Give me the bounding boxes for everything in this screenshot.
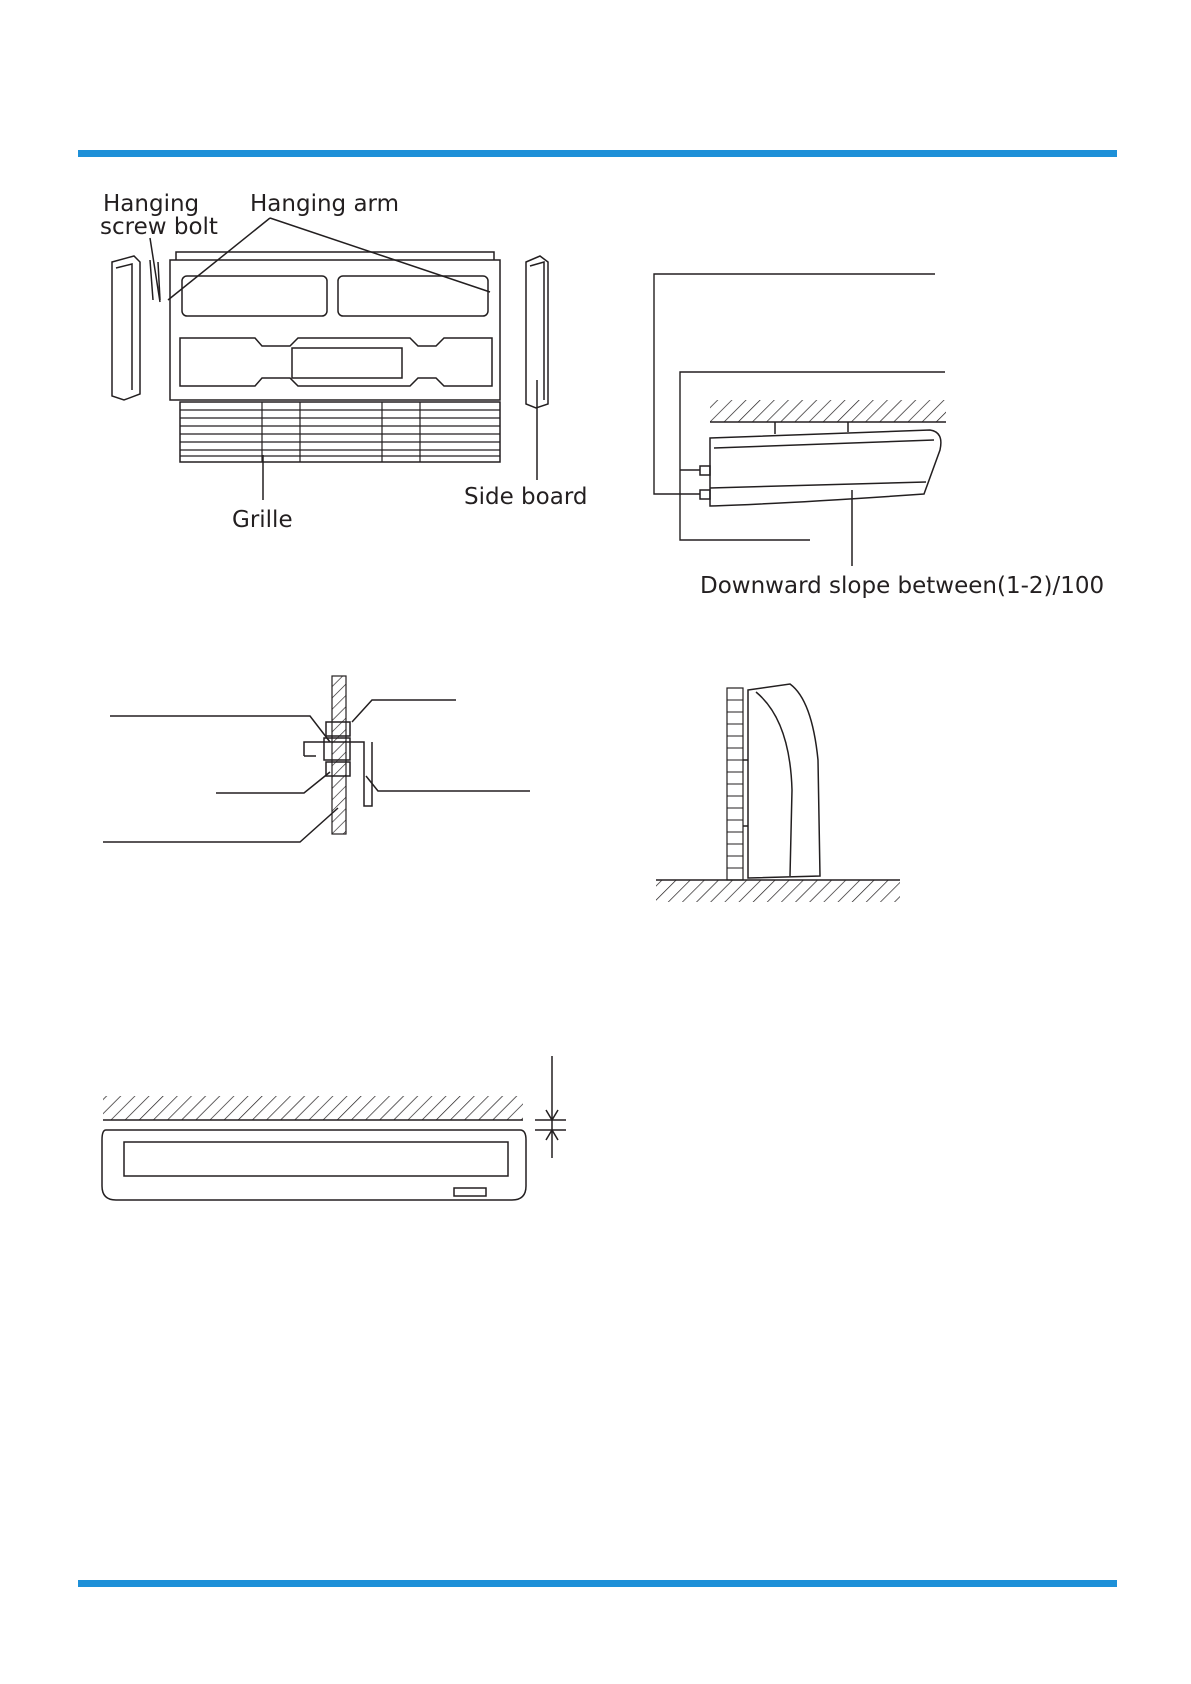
footer-rule <box>78 1580 1117 1587</box>
label-hanging-arm: Hanging arm <box>250 191 399 217</box>
label-grille: Grille <box>232 507 293 533</box>
label-downward-slope: Downward slope between(1-2)/100 <box>700 573 1105 599</box>
figure-ceiling-mounted-unit <box>0 0 600 1220</box>
label-hanging-line1: Hanging <box>103 191 200 217</box>
label-screw-bolt-line2: screw bolt <box>100 214 218 240</box>
label-side-board: Side board <box>464 484 588 510</box>
